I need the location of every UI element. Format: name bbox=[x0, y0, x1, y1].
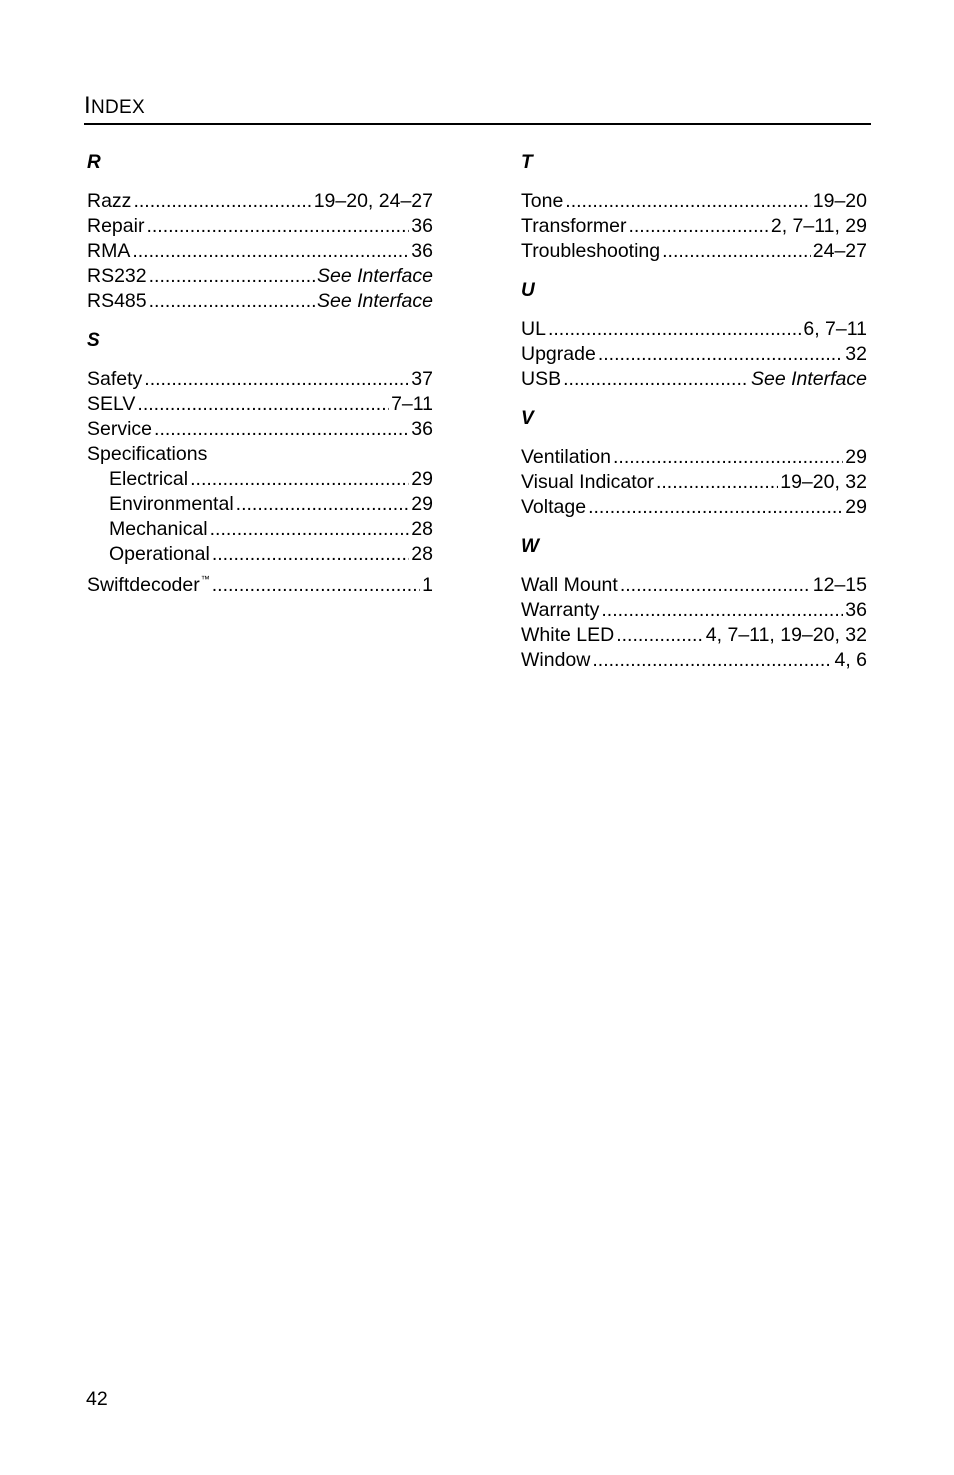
dot-leader bbox=[210, 517, 410, 542]
index-entry bbox=[521, 445, 867, 470]
index-section-u bbox=[521, 278, 867, 392]
index-pages: 19–20, 24–27 bbox=[313, 190, 433, 212]
index-entry bbox=[87, 214, 433, 239]
index-pages: 29 bbox=[845, 496, 867, 518]
section-letter: R bbox=[87, 152, 101, 173]
dot-leader bbox=[149, 289, 315, 314]
index-term bbox=[109, 467, 188, 492]
dot-leader bbox=[144, 367, 409, 392]
index-entry bbox=[87, 467, 433, 492]
index-term bbox=[109, 517, 208, 542]
dot-leader bbox=[146, 214, 409, 239]
index-pages: 6, 7–11 bbox=[803, 318, 867, 340]
index-entry bbox=[521, 342, 867, 367]
index-pages: 36 bbox=[845, 599, 867, 621]
index-term bbox=[521, 367, 561, 392]
index-term-text: Visual Indicator bbox=[521, 471, 654, 493]
index-column-left bbox=[87, 150, 433, 606]
index-entry bbox=[521, 495, 867, 520]
index-term-text: USB bbox=[521, 368, 562, 390]
index-term bbox=[521, 239, 660, 264]
section-letter: V bbox=[521, 408, 534, 429]
index-pages: 4, 7–11, 19–20, 32 bbox=[705, 624, 867, 646]
index-term-text: Environmental bbox=[109, 493, 234, 515]
index-pages: 7–11 bbox=[391, 393, 433, 415]
index-term bbox=[87, 189, 131, 214]
index-entry bbox=[87, 542, 433, 567]
index-term-text: UL bbox=[521, 318, 546, 340]
index-term bbox=[521, 189, 563, 214]
index-pages: 29 bbox=[411, 468, 433, 490]
index-entry bbox=[87, 264, 433, 289]
page-title-initial: I bbox=[84, 92, 91, 119]
dot-leader bbox=[598, 342, 843, 367]
index-entry bbox=[521, 648, 867, 673]
index-section-v bbox=[521, 406, 867, 520]
index-term bbox=[87, 442, 207, 467]
index-pages: 29 bbox=[845, 446, 867, 468]
index-pages: 1 bbox=[422, 574, 433, 596]
index-term bbox=[87, 264, 147, 289]
index-term-text: Ventilation bbox=[521, 446, 611, 468]
index-pages: 36 bbox=[411, 215, 433, 237]
dot-leader bbox=[132, 239, 409, 264]
index-pages: 28 bbox=[411, 518, 433, 540]
index-term bbox=[87, 214, 144, 239]
index-section-w bbox=[521, 534, 867, 673]
dot-leader bbox=[563, 367, 749, 392]
index-term-text: Wall Mount bbox=[521, 574, 618, 596]
index-section-r bbox=[87, 150, 433, 314]
index-term-text: RS232 bbox=[87, 265, 147, 287]
dot-leader bbox=[620, 573, 811, 598]
index-term-text: RS485 bbox=[87, 290, 147, 312]
index-entry bbox=[87, 392, 433, 417]
index-term bbox=[87, 567, 210, 598]
index-term bbox=[87, 392, 135, 417]
index-pages: 29 bbox=[411, 493, 433, 515]
page-number: 42 bbox=[86, 1388, 108, 1410]
index-term-text: Voltage bbox=[521, 496, 587, 518]
index-entry bbox=[87, 367, 433, 392]
index-term-text: SELV bbox=[87, 393, 136, 415]
index-term bbox=[109, 542, 210, 567]
index-term bbox=[521, 470, 654, 495]
index-term bbox=[521, 573, 618, 598]
section-letter: U bbox=[521, 280, 535, 301]
index-term-text: Safety bbox=[87, 368, 143, 390]
index-entry bbox=[521, 573, 867, 598]
dot-leader bbox=[154, 417, 409, 442]
index-entry bbox=[87, 239, 433, 264]
dot-leader bbox=[149, 264, 315, 289]
index-term bbox=[109, 492, 234, 517]
index-entry bbox=[87, 517, 433, 542]
index-entry bbox=[521, 239, 867, 264]
dot-leader bbox=[190, 467, 409, 492]
dot-leader bbox=[613, 445, 843, 470]
dot-leader bbox=[656, 470, 778, 495]
dot-leader bbox=[236, 492, 410, 517]
index-entry bbox=[87, 189, 433, 214]
index-entry bbox=[87, 492, 433, 517]
index-pages: 2, 7–11, 29 bbox=[770, 215, 867, 237]
index-pages: 19–20, 32 bbox=[780, 471, 867, 493]
index-term-text: Warranty bbox=[521, 599, 600, 621]
index-pages: 36 bbox=[411, 240, 433, 262]
index-term bbox=[521, 648, 590, 673]
index-pages: See Interface bbox=[751, 368, 867, 390]
page-title-rest: NDEX bbox=[90, 97, 145, 118]
index-entry bbox=[521, 367, 867, 392]
index-pages: 28 bbox=[411, 543, 433, 565]
index-term bbox=[521, 342, 596, 367]
index-section-t bbox=[521, 150, 867, 264]
index-entry bbox=[87, 442, 433, 467]
index-term bbox=[87, 239, 130, 264]
index-term-text: Window bbox=[521, 649, 591, 671]
index-term-text: Repair bbox=[87, 215, 145, 237]
index-term bbox=[521, 598, 599, 623]
dot-leader bbox=[133, 189, 311, 214]
index-term-text: Service bbox=[87, 418, 153, 440]
dot-leader bbox=[662, 239, 811, 264]
index-pages: 36 bbox=[411, 418, 433, 440]
index-pages: 19–20 bbox=[812, 190, 867, 212]
page-header bbox=[84, 92, 871, 125]
index-entry bbox=[87, 289, 433, 314]
section-letter: S bbox=[87, 330, 100, 351]
dot-leader bbox=[588, 495, 843, 520]
index-term-text: Transformer bbox=[521, 215, 627, 237]
dot-leader bbox=[616, 623, 704, 648]
index-entry bbox=[87, 417, 433, 442]
index-term-text: Specifications bbox=[87, 443, 208, 465]
index-pages: 24–27 bbox=[812, 240, 867, 262]
dot-leader bbox=[628, 214, 768, 239]
section-letter: T bbox=[521, 152, 533, 173]
index-entry bbox=[521, 317, 867, 342]
index-term-text: RMA bbox=[87, 240, 131, 262]
index-term-text: Tone bbox=[521, 190, 564, 212]
index-term bbox=[87, 367, 142, 392]
index-term bbox=[521, 623, 614, 648]
dot-leader bbox=[565, 189, 810, 214]
dot-leader bbox=[212, 573, 420, 598]
dot-leader bbox=[137, 392, 389, 417]
section-letter: W bbox=[521, 536, 539, 557]
index-pages: 12–15 bbox=[812, 574, 867, 596]
index-term bbox=[521, 495, 586, 520]
index-entry bbox=[521, 623, 867, 648]
index-term-text: Mechanical bbox=[109, 518, 208, 540]
index-term bbox=[87, 417, 152, 442]
index-entry bbox=[521, 214, 867, 239]
index-term-text: Operational bbox=[109, 543, 210, 565]
page-title bbox=[84, 93, 145, 118]
index-term-text: Razz bbox=[87, 190, 132, 212]
index-term-text: White LED bbox=[521, 624, 615, 646]
index-pages: 37 bbox=[411, 368, 433, 390]
trademark-symbol: ™ bbox=[200, 574, 210, 584]
index-pages: 4, 6 bbox=[834, 649, 867, 671]
dot-leader bbox=[592, 648, 832, 673]
index-term-text: Electrical bbox=[109, 468, 189, 490]
dot-leader bbox=[548, 317, 801, 342]
index-term bbox=[87, 289, 147, 314]
index-column-right bbox=[521, 150, 867, 687]
index-term bbox=[521, 445, 611, 470]
index-entry bbox=[521, 598, 867, 623]
index-section-s bbox=[87, 328, 433, 596]
dot-leader bbox=[601, 598, 843, 623]
index-term bbox=[521, 214, 626, 239]
index-entry bbox=[521, 470, 867, 495]
index-entry bbox=[87, 567, 433, 596]
index-term-text: Swiftdecoder bbox=[87, 574, 200, 596]
index-term bbox=[521, 317, 546, 342]
index-term-text: Troubleshooting bbox=[521, 240, 661, 262]
index-pages: 32 bbox=[845, 343, 867, 365]
index-pages: See Interface bbox=[317, 265, 433, 287]
index-pages: See Interface bbox=[317, 290, 433, 312]
index-term-text: Upgrade bbox=[521, 343, 596, 365]
dot-leader bbox=[212, 542, 409, 567]
index-entry bbox=[521, 189, 867, 214]
